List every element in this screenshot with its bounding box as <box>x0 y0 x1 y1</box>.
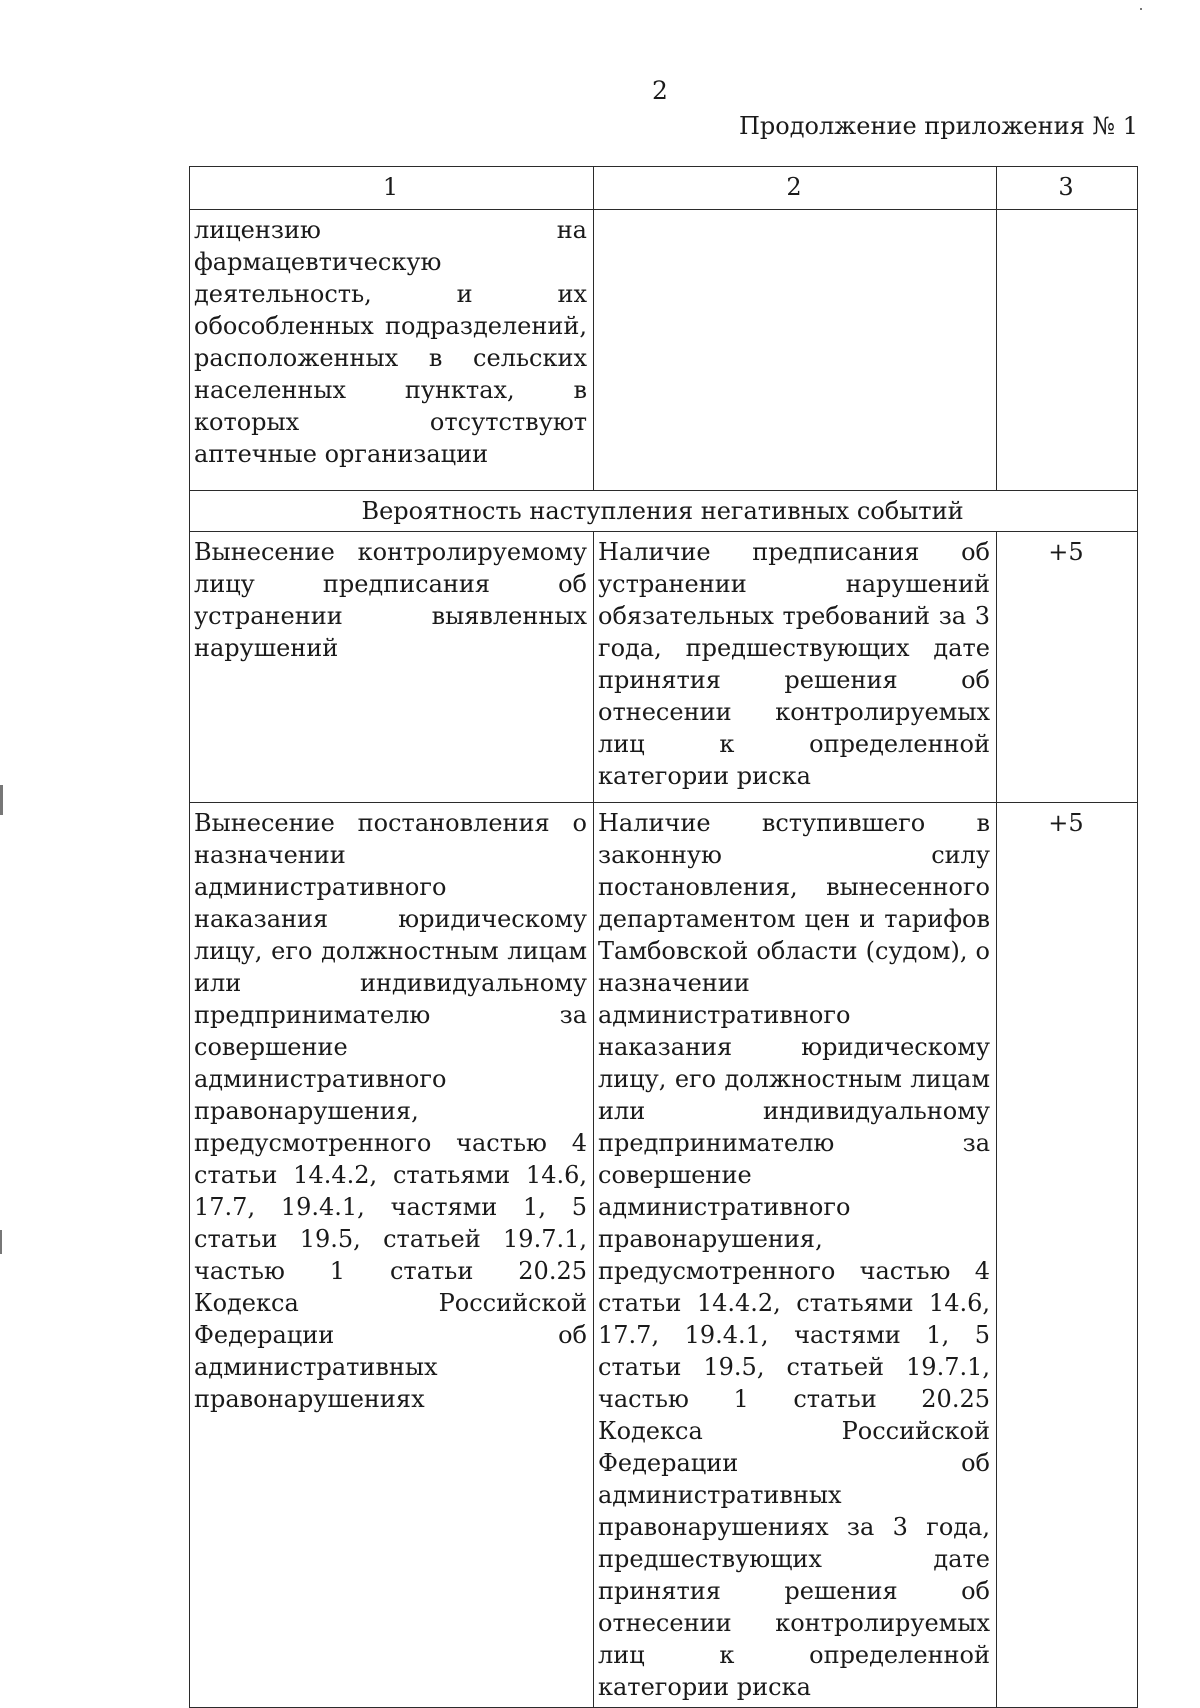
page-number: 2 <box>652 76 668 105</box>
continuation-points-cell <box>997 210 1138 491</box>
criterion-cell: Вынесение постановления о назначении административного наказания юридическому лицу, его должностным лицам или индивидуальному предпринимателю за совершение административного правонарушения, предусмотренного частью 4 статьи 14.4.2, статьями 14.6, 17.7, 19.4.1, частями 1, 5 статьи 19.5, статьей 19.7.1, частью 1 статьи 20.25 Кодекса Российской Федерации об административных правонарушениях <box>190 803 594 1708</box>
table-row <box>190 532 1138 803</box>
indicator-cell: Наличие предписания об устранении нарушений обязательных требований за 3 года, предшествующих дате принятия решения об отнесении контролируемых лиц к определенной категории риска <box>594 532 997 803</box>
continuation-criterion-cell: лицензию на фармацевтическую деятельность, и их обособленных подразделений, расположенных в сельских населенных пунктах, в которых отсутствуют аптечные организации <box>190 210 594 491</box>
scan-edge-mark <box>1140 8 1142 10</box>
column-number-2: 2 <box>594 167 997 210</box>
appendix-caption: Продолжение приложения № 1 <box>738 112 1138 140</box>
column-number-1: 1 <box>190 167 594 210</box>
scan-edge-mark <box>0 785 3 815</box>
section-heading: Вероятность наступления негативных событий <box>190 491 1138 532</box>
continuation-row <box>190 210 1138 491</box>
section-heading-row <box>190 491 1138 532</box>
points-cell: +5 <box>997 532 1138 803</box>
indicator-cell: Наличие вступившего в законную силу постановления, вынесенного департаментом цен и тарифов Тамбовской области (судом), о назначении административного наказания юридическому лицу, его должностным лицам или индивидуальному предпринимателю за совершение административного правонарушения, предусмотренного частью 4 статьи 14.4.2, статьями 14.6, 17.7, 19.4.1, частями 1, 5 статьи 19.5, статьей 19.7.1, частью 1 статьи 20.25 Кодекса Российской Федерации об административных правонарушениях за 3 года, предшествующих дате принятия решения об отнесении контролируемых лиц к определенной категории риска <box>594 803 997 1708</box>
points-cell: +5 <box>997 803 1138 1708</box>
criterion-cell: Вынесение контролируемому лицу предписания об устранении выявленных нарушений <box>190 532 594 803</box>
risk-criteria-table <box>189 166 1138 1708</box>
scan-edge-mark <box>0 1230 2 1254</box>
continuation-indicator-cell <box>594 210 997 491</box>
column-number-3: 3 <box>997 167 1138 210</box>
table-row <box>190 803 1138 1708</box>
column-number-row <box>190 167 1138 210</box>
